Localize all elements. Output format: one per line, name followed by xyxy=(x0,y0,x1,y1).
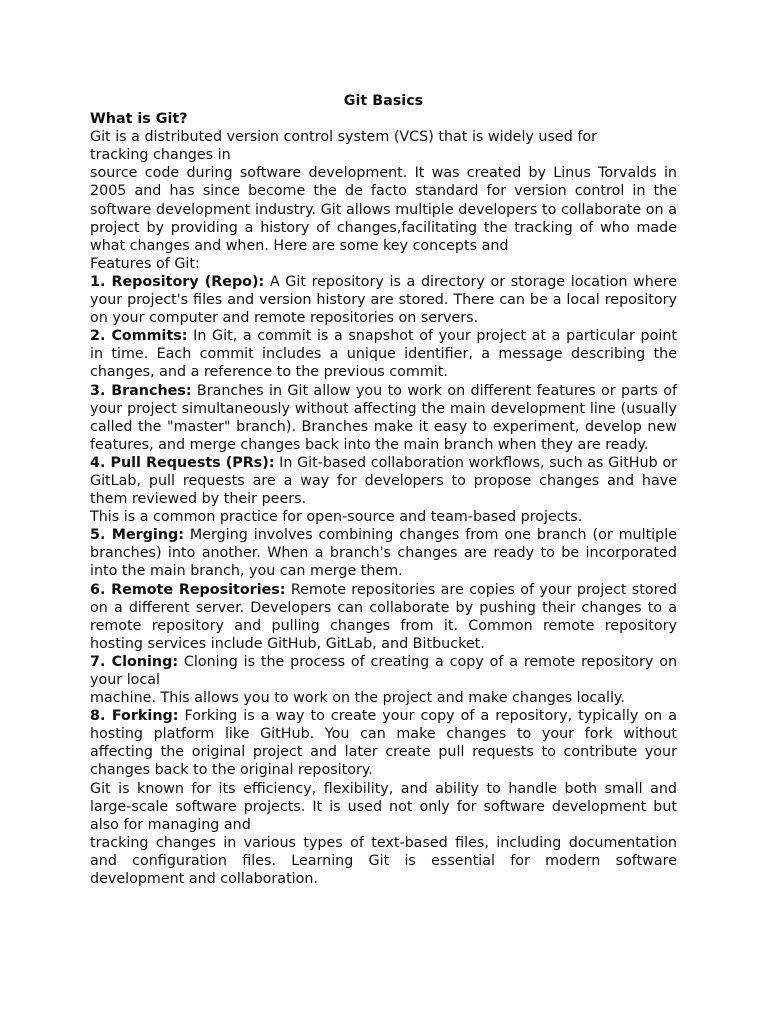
feature-forking xyxy=(90,707,677,779)
feature-commits xyxy=(90,327,677,381)
section-heading: What is Git? xyxy=(90,111,188,128)
closing-paragraph-2: tracking changes in various types of text-based files, including documentation and configuration files. Learning Git is essential for modern software development and collaboration. xyxy=(90,834,677,888)
cloning-note: machine. This allows you to work on the project and make changes locally. xyxy=(90,690,625,707)
feature-label: 6. Remote Repositories: xyxy=(90,581,286,598)
feature-label: 8. Forking: xyxy=(90,708,179,725)
feature-label: 3. Branches: xyxy=(90,382,192,399)
feature-text: Cloning is the process of creating a copy of a remote repository on your local xyxy=(90,653,678,688)
pr-note: This is a common practice for open-source and team-based projects. xyxy=(90,509,583,526)
page-title: Git Basics xyxy=(343,93,424,109)
feature-cloning xyxy=(90,653,677,689)
feature-label: 4. Pull Requests (PRs): xyxy=(90,454,275,471)
feature-text: In Git, a commit is a snapshot of your project at a particular point in time. Each commit includes a unique identifier, a message describing the changes, and a reference to the previous commit. xyxy=(90,328,677,381)
feature-text: Forking is a way to create your copy of a repository, typically on a hosting platform like GitHub. You can make changes to your fork without affecting the original project and later create pull requests to contribute your changes back to the original repository. xyxy=(90,708,677,779)
feature-text: Remote repositories are copies of your project stored on a different server. Developers can collaborate by pushing their changes to a remote repository and pulling changes from it. Common remote repository hosting services include GitHub, GitLab, and Bitbucket. xyxy=(90,581,678,652)
feature-label: 7. Cloning: xyxy=(90,653,179,670)
feature-remote-repositories xyxy=(90,581,677,653)
intro-line-2: tracking changes in xyxy=(90,147,231,164)
feature-text: In Git-based collaboration workflows, such as GitHub or GitLab, pull requests are a way for developers to propose changes and have them reviewed by their peers. xyxy=(90,454,677,508)
closing-paragraph-1: Git is known for its efficiency, flexibility, and ability to handle both small and large-scale software projects. It is used not only for software development but also for managing and xyxy=(90,780,677,833)
feature-pull-requests xyxy=(90,454,677,508)
intro-body: source code during software development. It was created by Linus Torvalds in 2005 and has since become the de facto standard for version control in the software development industry. Git allows multiple developers to collaborate on a project by providing a history of changes,facilitating the tracking of who made what changes and when. Here are some key concepts and xyxy=(90,165,677,254)
feature-text: A Git repository is a directory or storage location where your project's files and version history are stored. There can be a local repository on your computer and remote repositories on servers. xyxy=(90,273,677,327)
feature-label: 2. Commits: xyxy=(90,328,188,345)
features-intro: Features of Git: xyxy=(90,255,200,272)
feature-branches xyxy=(90,382,677,454)
feature-text: Merging involves combining changes from one branch (or multiple branches) into another. When a branch's changes are ready to be incorporated into the main branch, you can merge them. xyxy=(90,527,677,580)
feature-text: Branches in Git allow you to work on different features or parts of your project simultaneously without affecting the main development line (usually called the "master" branch). Branches make it easy to experiment, develop new features, and merge changes back into the main branch when they are ready. xyxy=(90,382,677,453)
feature-label: 5. Merging: xyxy=(90,527,184,544)
feature-repository xyxy=(90,273,677,327)
feature-merging xyxy=(90,526,677,580)
intro-line-1: Git is a distributed version control system (VCS) that is widely used for xyxy=(90,129,598,146)
document-content xyxy=(90,92,677,888)
feature-label: 1. Repository (Repo): xyxy=(90,273,265,290)
intro-paragraph xyxy=(90,128,677,164)
